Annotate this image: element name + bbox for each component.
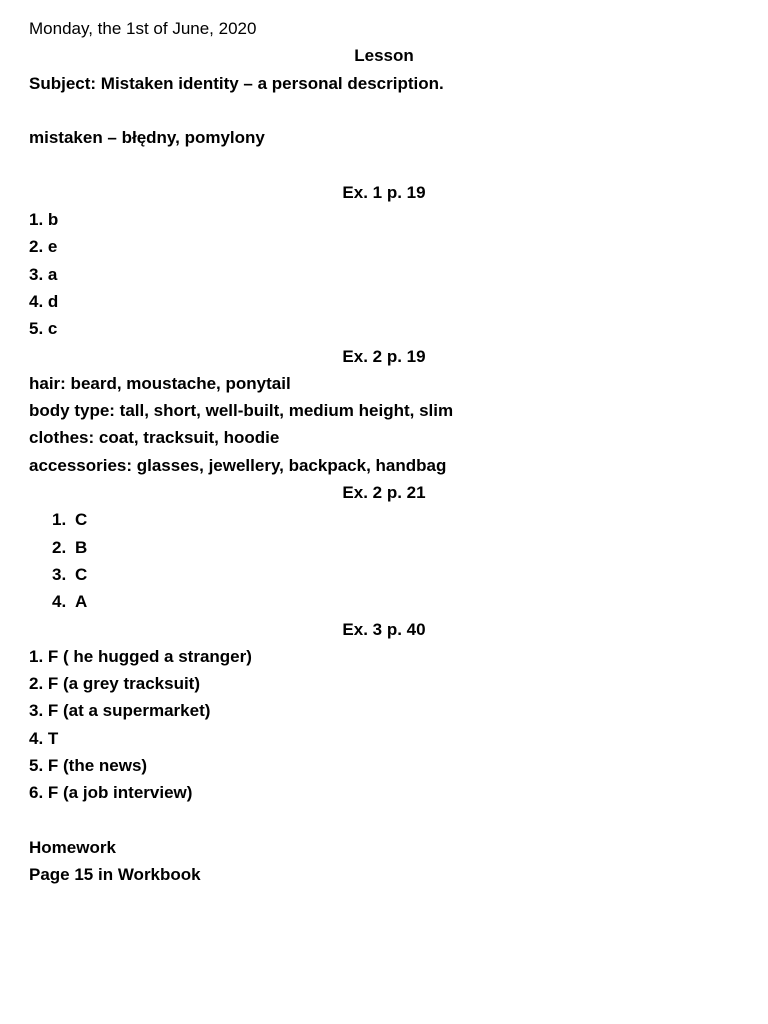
list-item [29,506,739,533]
list-item [29,588,739,615]
list-item-number: 2. [52,537,67,557]
ex3-answer: 3. F (at a supermarket) [29,701,211,721]
ex1-answer: 3. a [29,264,58,284]
ex3-answer: 2. F (a grey tracksuit) [29,674,201,694]
list-item-text: A [75,592,88,612]
ex1-answer: 1. b [29,210,59,230]
blank-line [29,807,739,834]
ex2a-heading: Ex. 2 p. 19 [342,346,426,366]
ex3-heading: Ex. 3 p. 40 [342,619,426,639]
list-item-text: C [75,510,88,530]
list-item-number: 1. [52,510,67,530]
ex1-answer: 4. d [29,291,59,311]
ex3-answer: 1. F ( he hugged a stranger) [29,646,252,666]
list-item-text: C [75,564,88,584]
ex3-answer: 5. F (the news) [29,756,148,776]
list-item-number: 4. [52,592,67,612]
ex1-answer: 5. c [29,319,58,339]
vocab-line: mistaken – błędny, pomylony [29,128,265,148]
blank-line [29,151,739,178]
ex3-answer: 6. F (a job interview) [29,783,193,803]
date-line: Monday, the 1st of June, 2020 [29,19,257,38]
subject-line: Subject: Mistaken identity – a personal description. [29,73,444,93]
list-item-text: B [75,537,88,557]
lesson-heading: Lesson [354,46,414,66]
ex2a-line: clothes: coat, tracksuit, hoodie [29,428,280,448]
ex2a-line: accessories: glasses, jewellery, backpack, handbag [29,455,447,475]
list-item [29,561,739,588]
ex1-heading: Ex. 1 p. 19 [342,182,426,202]
homework-heading: Homework [29,837,116,857]
homework-task: Page 15 in Workbook [29,865,201,885]
blank-line [29,97,739,124]
ex2a-line: body type: tall, short, well-built, medium height, slim [29,401,454,421]
ex2a-line: hair: beard, moustache, ponytail [29,373,291,393]
list-item-number: 3. [52,564,67,584]
document-page [29,15,739,889]
list-item [29,534,739,561]
ex2b-heading: Ex. 2 p. 21 [342,483,426,503]
ex2b-list [29,506,739,615]
ex1-answer: 2. e [29,237,58,257]
ex3-answer: 4. T [29,728,59,748]
